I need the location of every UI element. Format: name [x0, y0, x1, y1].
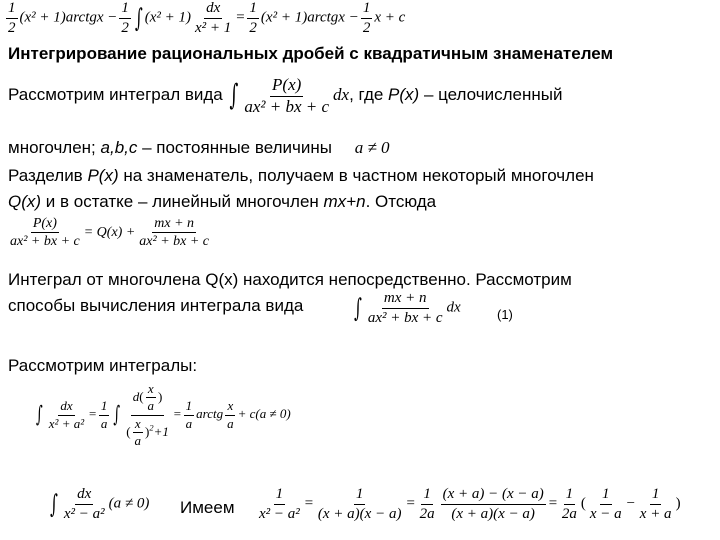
coef-frac: $\frac{1}{2}$: [362, 0, 371, 36]
one-over-a: $\frac{1}{a}$: [100, 398, 108, 431]
coef-frac: $\frac{1}{2}$: [8, 0, 16, 36]
division-paragraph: [8, 166, 594, 212]
one-over-product: $\frac{1}{(x + a)(x - a)}$: [317, 486, 402, 522]
one-over-difference-squares: $\frac{1}{\text{x² − a²}}$: [259, 486, 300, 522]
dx-over-sum-squares: $\frac{dx}{\text{x² + a²}}$: [48, 398, 85, 431]
linear-over-quadratic: $\frac{mx + n}{\text{ax² + bx + c}}$: [367, 290, 443, 326]
integral-sign: ∫: [229, 79, 239, 114]
intro-line: Рассмотрим интеграл вида ∫ $\frac{P(x)}{\text{ax² + bx + c}}$ dx, где P(x) – целочисленный: [8, 75, 563, 116]
one-over-x-minus-a: $\frac{1}{x - a}$: [589, 486, 622, 522]
p-over-denominator: $\frac{P(x)}{\text{ax² + bx + c}}$: [10, 216, 80, 250]
division-equation: $\frac{P(x)}{\text{ax² + bx + c}}$ = Q(x) + $\frac{mx + n}{\text{ax² + bx + c}}$: [10, 216, 210, 250]
section-heading: Интегрирование рациональных дробей с квадратичным знаменателем: [8, 44, 614, 63]
partial-fraction-equation: $\frac{1}{\text{x² − a²}}$ = $\frac{1}{(x + a)(x - a)}$ = $\frac{1}{2a}$ $\frac{(x + a) - (x - a)}{(x + a)(x - a)}$ = $\frac{1}{2a}$ ( $\frac{1}{x - a}$ − $\frac{1}{x + a}$ ): [259, 486, 681, 522]
integral-form-1: ∫ $\frac{mx + n}{\text{ax² + bx + c}}$ dx: [354, 290, 461, 326]
coef-frac: $\frac{1}{2}$: [249, 0, 257, 36]
x-over-a: $\frac{x}{a}$: [147, 381, 155, 414]
one-over-2a: $\frac{1}{2a}$: [561, 486, 577, 522]
integral-sign: ∫: [134, 2, 143, 34]
remainder-fraction: $\frac{mx + n}{\text{ax² + bx + c}}$: [139, 216, 210, 250]
difference-over-product: $\frac{(x + a) - (x - a)}{(x + a)(x - a)}$: [442, 486, 544, 522]
intro-integral: ∫ $\frac{P(x)}{\text{ax² + bx + c}}$ dx: [229, 75, 350, 116]
dx-frac: $\frac{dx}{\text{x² + 1}}$: [195, 0, 232, 36]
intro-fraction: $\frac{P(x)}{\text{ax² + bx + c}}$: [244, 75, 330, 116]
division-line-1: Разделив P(x) на знаменатель, получаем в частном некоторый многочлен: [8, 166, 594, 185]
integral-sign: ∫: [354, 292, 362, 324]
integral-sign: ∫: [36, 402, 43, 428]
substitution-fraction: d( $\frac{x}{a}$ ) ( $\frac{x}{a}$ )$^2$+1: [126, 381, 169, 448]
we-have-label: Имеем: [180, 498, 235, 517]
top-formula: $\frac{1}{2}$ (x² + 1)arctgx − $\frac{1}{2}$ ∫ (x² + 1) $\frac{dx}{\text{x² + 1}}$ = $\frac{1}{2}$ (x² + 1)arctgx − $\frac{1}{2}$ x + c: [8, 0, 406, 36]
condition-a-nonzero: a ≠ 0: [354, 138, 390, 157]
difference-squares-equation: ∫ $\frac{dx}{\text{x² − a²}}$ (a ≠ 0): [50, 486, 150, 522]
one-over-2a: $\frac{1}{2a}$: [419, 486, 435, 522]
x-over-a: $\frac{x}{a}$: [134, 415, 142, 448]
dx-over-difference-squares: $\frac{dx}{\text{x² − a²}}$: [63, 486, 105, 522]
integral-method-line: способы вычисления интеграла вида: [8, 296, 304, 315]
x-over-a: $\frac{x}{a}$: [227, 398, 234, 431]
integral-sign: ∫: [113, 402, 121, 428]
one-over-a: $\frac{1}{a}$: [185, 398, 193, 431]
coef-frac: $\frac{1}{2}$: [121, 0, 129, 36]
arctg-integral-equation: ∫ $\frac{dx}{\text{x² + a²}}$ = $\frac{1}{a}$ ∫ d( $\frac{x}{a}$ ) ( $\frac{x}{a}$ )$^2$+1 = $\frac{1}{a}$ arctg $\frac{x}{a}$ + c(a ≠ 0): [36, 381, 291, 448]
consider-integrals-label: Рассмотрим интегралы:: [8, 356, 198, 375]
one-over-x-plus-a: $\frac{1}{x + a}$: [639, 486, 672, 522]
equation-tag: (1): [497, 307, 513, 322]
integral-sign: ∫: [50, 488, 58, 520]
division-line-2: Q(x) и в остатке – линейный многочлен mx+n. Отсюда: [8, 192, 437, 211]
polynomial-integral-line: Интеграл от многочлена Q(x) находится непосредственно. Рассмотрим: [8, 270, 572, 289]
polynomial-line: многочлен; a,b,c – постоянные величины a ≠ 0: [8, 138, 390, 157]
